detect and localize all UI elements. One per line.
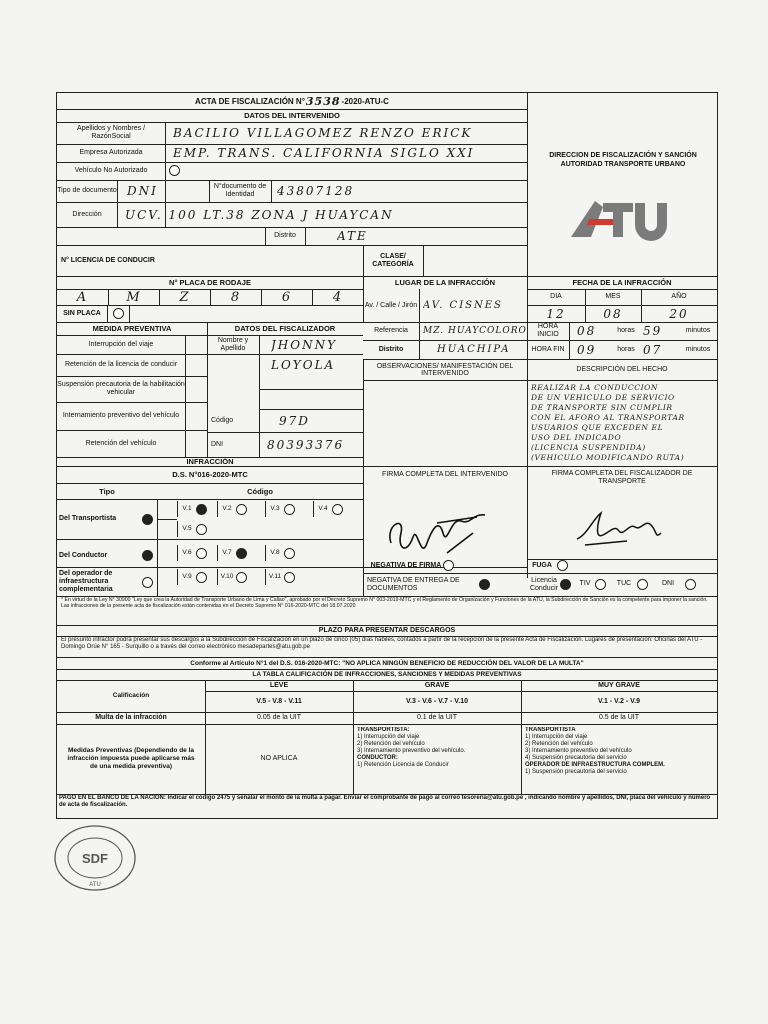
- tabla-medidas-grave: [357, 727, 519, 793]
- value-dia: 12: [546, 306, 566, 321]
- medida-line: 1) Interrupción del viaje: [525, 734, 588, 740]
- placa-char: M: [108, 289, 159, 305]
- value-hora-fin-m: 07: [643, 342, 663, 357]
- dni-checkbox[interactable]: [685, 579, 696, 590]
- label-dni: DNI: [211, 440, 224, 448]
- label-codigo-infraccion: Código: [247, 486, 273, 496]
- medida-line: 3) Internamiento preventivo del vehículo: [525, 748, 632, 754]
- conforme-text: Conforme al Artículo N°1 del D.S. 016-2020-MTC: "NO APLICA NINGÚN BENEFICIO DE REDUCCIÓN DEL VALOR DE LA MULTA": [190, 659, 584, 667]
- tabla-grave: GRAVE: [424, 681, 450, 689]
- label-medida: MEDIDA PREVENTIVA: [92, 324, 172, 333]
- label-direccion: Dirección: [72, 210, 102, 218]
- tabla-multa-label: Multa de la infracción: [95, 714, 167, 721]
- label-internamiento: Internamiento preventivo del vehículo: [62, 412, 180, 419]
- label-mes: MES: [605, 293, 621, 300]
- label-firma-fiscalizador: FIRMA COMPLETA DEL FISCALIZADOR DE TRANSPORTE: [551, 470, 693, 485]
- code-label: V.8: [270, 549, 280, 556]
- firma-intervenido-signature: [377, 503, 497, 565]
- medida-line: 3) Internamiento preventivo del vehículo.: [357, 748, 466, 754]
- code-checkbox[interactable]: [284, 572, 295, 583]
- value-num-doc: 43807128: [277, 184, 355, 198]
- legal-note: * En virtud de la Ley N° 30900 "Ley que crea la Autoridad de Transporte Urbano de Lima y Callao", aprobado por el Decreto Supremo N° 003-2019-MTC y el Reglamento de Organización y Funciones de la ATU, la Subdirección de Sanción es la competente para imponer la sanción. Las infracciones de la presente acta de fiscalización están contenidas en el Decreto Supremo N° 016-2020-MTC del 18.07.2020: [61, 597, 708, 610]
- value-dni: 80393376: [267, 437, 345, 452]
- tabla-medidas-muy-grave: [525, 727, 715, 793]
- tabla-leve-codes: V.5 - V.8 - V.11: [256, 697, 302, 705]
- placa-row: [57, 289, 363, 305]
- atu-logo: [569, 197, 673, 241]
- section-intervenido: DATOS DEL INTERVENIDO: [244, 111, 340, 120]
- label-ds: D.S. N°016-2020-MTC: [172, 470, 248, 479]
- label-av: Av. / Calle / Jirón: [364, 301, 418, 309]
- value-nombres: BACILIO VILLAGOMEZ RENZO ERICK: [173, 126, 473, 140]
- label-retencion-veh: Retención del vehículo: [85, 439, 157, 447]
- code-checkbox[interactable]: [284, 548, 295, 559]
- label-distrito-lugar: Distrito: [378, 345, 404, 353]
- code-checkbox[interactable]: [332, 504, 343, 515]
- descripcion-line: DE UN VEHICULO DE SERVICIO: [531, 393, 675, 402]
- pago-text: PAGO EN EL BANCO DE LA NACION: Indicar el código 2475 y señalar el monto de la multa a pagar. Enviar el comprobante de pago al correo tesoreria@atu.gob.pe , indicando nombre y apellidos, DNI, placa del vehículo y número de acta de fiscalización.: [59, 795, 711, 808]
- no-autorizado-checkbox[interactable]: [169, 165, 180, 176]
- tabla-leve: LEVE: [269, 681, 289, 689]
- operador-radio[interactable]: [142, 577, 153, 588]
- code-label: V.9: [182, 573, 192, 580]
- title-suffix: -2020-ATU-C: [341, 96, 389, 106]
- medida-line: TRANSPORTISTA:: [357, 727, 410, 733]
- label-observaciones: OBSERVACIONES/ MANIFESTACIÓN DEL INTERVENIDO: [376, 362, 514, 377]
- label-minutos-inicio: minutos: [685, 327, 711, 334]
- value-hora-fin-h: 09: [577, 342, 597, 357]
- placa-char: Z: [159, 289, 210, 305]
- medida-line: 2) Retención del vehículo: [525, 741, 593, 747]
- label-minutos-fin: minutos: [685, 345, 711, 353]
- plazo-title: PLAZO PARA PRESENTAR DESCARGOS: [318, 627, 456, 634]
- label-dia: DIA: [550, 293, 562, 300]
- licencia-radio[interactable]: [560, 579, 571, 590]
- stamp-ring-text: ATU: [89, 882, 101, 888]
- title-prefix: ACTA DE FISCALIZACIÓN N°: [195, 96, 305, 106]
- value-tipo-doc: DNI: [127, 184, 158, 198]
- code-label: V.5: [182, 525, 192, 532]
- tabla-medidas-label: Medidas Preventivas (Dependiendo de la infracción impuesta puede aplicarse más de una medida preventiva): [67, 747, 195, 770]
- label-nombre-apellido: Nombre y Apellido: [217, 336, 249, 352]
- code-checkbox[interactable]: [236, 504, 247, 515]
- label-licencia: N° LICENCIA DE CONDUCIR: [61, 256, 155, 264]
- descripcion-line: (VEHICULO MODIFICANDO RUTA): [531, 453, 685, 462]
- fuga-checkbox[interactable]: [557, 560, 568, 571]
- code-checkbox[interactable]: [236, 548, 247, 559]
- descripcion-line: USO DEL INDICADO: [531, 433, 622, 442]
- tabla-muy-grave: MUY GRAVE: [598, 681, 640, 689]
- label-lugar: LUGAR DE LA INFRACCIÓN: [394, 278, 496, 287]
- code-label: V.1: [182, 505, 192, 512]
- authority-line2: AUTORIDAD TRANSPORTE URBANO: [560, 161, 686, 168]
- descripcion-line: CON EL AFORO AL TRANSPORTAR: [531, 413, 685, 422]
- label-interrupcion: Interrupción del viaje: [88, 340, 154, 348]
- value-distrito: ATE: [337, 229, 368, 243]
- label-del-transportista: Del Transportista: [59, 515, 117, 522]
- code-label: V.3: [270, 505, 280, 512]
- label-empresa: Empresa Autorizada: [79, 149, 143, 156]
- code-checkbox[interactable]: [196, 504, 207, 515]
- code-checkbox[interactable]: [284, 504, 295, 515]
- label-referencia: Referencia: [374, 327, 408, 334]
- medida-line: CONDUCTOR:: [357, 755, 398, 761]
- label-del-conductor: Del Conductor: [59, 552, 108, 559]
- code-checkbox[interactable]: [236, 572, 247, 583]
- code-checkbox[interactable]: [196, 548, 207, 559]
- label-tipo-doc: Tipo de documento: [57, 187, 117, 194]
- label-nombres: Apellidos y Nombres / RazónSocial: [76, 125, 146, 140]
- descripcion-line: (LICENCIA SUSPENDIDA): [531, 443, 646, 452]
- label-horas-fin: horas: [617, 345, 635, 353]
- label-codigo: Código: [211, 416, 234, 424]
- label-sin-placa: SIN PLACA: [63, 309, 101, 317]
- value-empresa: EMP. TRANS. CALIFORNIA SIGLO XXI: [173, 146, 475, 160]
- value-referencia: MZ. HUAYCOLORO: [423, 326, 527, 336]
- tabla-muy-grave-codes: V.1 - V.2 - V.9: [597, 697, 641, 705]
- value-direccion: UCV. 100 LT.38 ZONA J HUAYCAN: [125, 207, 394, 222]
- placa-char: A: [76, 289, 89, 305]
- sdf-stamp: [50, 820, 140, 896]
- label-num-doc: N°documento de Identidad: [213, 183, 267, 198]
- plazo-text: El presunto infractor podrá presentar sus descargos a la Subdirección de Fiscalización en un plazo de cinco (05) días hábiles, contados a partir de la recepción de la presente Acta de Fiscalización. Lugares de presentación: Oficinas del ATU - Domingo Orúe N° 165 - Surquillo o a través del correo electrónico mesadepartes@atu.gob.pe: [61, 637, 703, 650]
- code-label: V.7: [222, 549, 232, 556]
- label-tuc: TUC: [616, 580, 632, 587]
- acta-title: [57, 93, 527, 109]
- value-fisc-apellido: LOYOLA: [271, 358, 336, 372]
- medida-line: 1) Retención Licencia de Conducir: [357, 762, 449, 768]
- label-hora-fin: HORA FIN: [531, 345, 565, 353]
- code-label: V.2: [222, 505, 232, 512]
- value-mes: 08: [603, 306, 623, 321]
- tabla-grave-codes: V.3 - V.6 - V.7 - V.10: [405, 697, 468, 705]
- label-retencion-lic: Retención de la licencia de conducir: [64, 361, 178, 368]
- value-av: AV. CISNES: [423, 300, 503, 311]
- code-checkbox[interactable]: [196, 572, 207, 583]
- descripcion-block: [531, 382, 717, 466]
- value-distrito-lugar: HUACHIPA: [437, 344, 511, 355]
- descripcion-line: DE TRANSPORTE SIN CUMPLIR: [531, 403, 673, 412]
- label-horas-inicio: horas: [617, 327, 635, 334]
- medida-line: TRANSPORTISTA: [525, 727, 576, 733]
- tabla-medidas-leve: NO APLICA: [260, 755, 298, 762]
- code-label: V.6: [182, 549, 192, 556]
- label-placa: N° PLACA DE RODAJE: [169, 278, 251, 287]
- value-hora-inicio-m: 59: [643, 324, 663, 338]
- code-label: V.11: [268, 573, 282, 580]
- medida-line: 4) Suspensión precautoria del servicio: [525, 755, 627, 761]
- tiv-checkbox[interactable]: [595, 579, 606, 590]
- firma-fiscalizador-signature: [557, 505, 677, 549]
- label-descripcion: DESCRIPCIÓN DEL HECHO: [576, 366, 668, 373]
- label-anio: AÑO: [671, 293, 687, 300]
- descripcion-line: REALIZAR LA CONDUCCION: [531, 383, 659, 392]
- negativa-entrega-radio[interactable]: [479, 579, 490, 590]
- label-negativa-firma: NEGATIVA DE FIRMA: [370, 562, 442, 569]
- medida-line: 1) Interrupción del viaje: [357, 734, 420, 740]
- authority-line1: DIRECCION DE FISCALIZACIÓN Y SANCIÓN: [549, 152, 697, 159]
- label-fuga: FUGA: [532, 562, 552, 569]
- negativa-firma-checkbox[interactable]: [443, 560, 454, 571]
- label-datos-fisc: DATOS DEL FISCALIZADOR: [234, 324, 336, 333]
- tuc-checkbox[interactable]: [637, 579, 648, 590]
- label-dni-doc: DNI: [661, 580, 675, 587]
- label-no-autorizado: Vehículo No Autorizado: [74, 167, 148, 174]
- value-fisc-nombre: JHONNY: [271, 337, 338, 352]
- acta-number: 3538: [305, 94, 341, 108]
- label-fecha: FECHA DE LA INFRACCIÓN: [572, 278, 672, 287]
- code-checkbox[interactable]: [196, 524, 207, 535]
- code-label: V.10: [220, 573, 234, 580]
- label-distrito: Distrito: [274, 232, 296, 239]
- stamp-text: SDF: [82, 851, 108, 866]
- tabla-calificacion: Calificación: [112, 692, 150, 699]
- sin-placa-checkbox[interactable]: [113, 308, 124, 319]
- label-licencia-conducir: Licencia Conducir: [529, 577, 558, 592]
- label-firma-intervenido: FIRMA COMPLETA DEL INTERVENIDO: [382, 470, 508, 478]
- tabla-multa-muy-grave: 0.5 de la UIT: [598, 714, 640, 721]
- label-suspension: Suspensión precautoria de la habilitación vehicular: [57, 381, 185, 396]
- label-negativa-entrega: NEGATIVA DE ENTREGA DE DOCUMENTOS: [367, 577, 460, 592]
- medida-line: OPERADOR DE INFRAESTRUCTURA COMPLEM.: [525, 762, 665, 768]
- label-tipo: Tipo: [99, 486, 115, 496]
- medida-line: 2) Retención del vehículo: [357, 741, 425, 747]
- label-tiv: TIV: [579, 580, 591, 587]
- label-infraccion: INFRACCIÓN: [186, 457, 234, 466]
- placa-char: 6: [261, 289, 312, 305]
- tabla-multa-leve: 0.05 de la UIT: [257, 714, 301, 721]
- medida-line: 1) Suspensión precautoria del servicio: [525, 769, 627, 775]
- placa-char: 4: [312, 289, 363, 305]
- acta-form: [56, 92, 718, 819]
- code-label: V.4: [318, 505, 328, 512]
- label-clase: CLASE/ CATEGORÍA: [372, 252, 414, 268]
- value-anio: 20: [669, 306, 689, 321]
- descripcion-line: USUARIOS QUE EXCEDEN EL: [531, 423, 664, 432]
- placa-char: 8: [210, 289, 261, 305]
- transportista-radio[interactable]: [142, 514, 153, 525]
- codes-grid: [157, 499, 363, 596]
- value-hora-inicio-h: 08: [577, 324, 597, 338]
- tabla-title: LA TABLA CALIFICACIÓN DE INFRACCIONES, SANCIONES Y MEDIDAS PREVENTIVAS: [252, 671, 522, 678]
- authority-block: [529, 149, 717, 171]
- value-codigo: 97D: [279, 413, 310, 428]
- tabla-multa-grave: 0.1 de la UIT: [416, 714, 458, 721]
- label-del-operador: Del operador de infraestructura complementaria: [59, 570, 113, 593]
- label-hora-inicio: HORA INICIO: [537, 323, 559, 338]
- conductor-radio[interactable]: [142, 550, 153, 561]
